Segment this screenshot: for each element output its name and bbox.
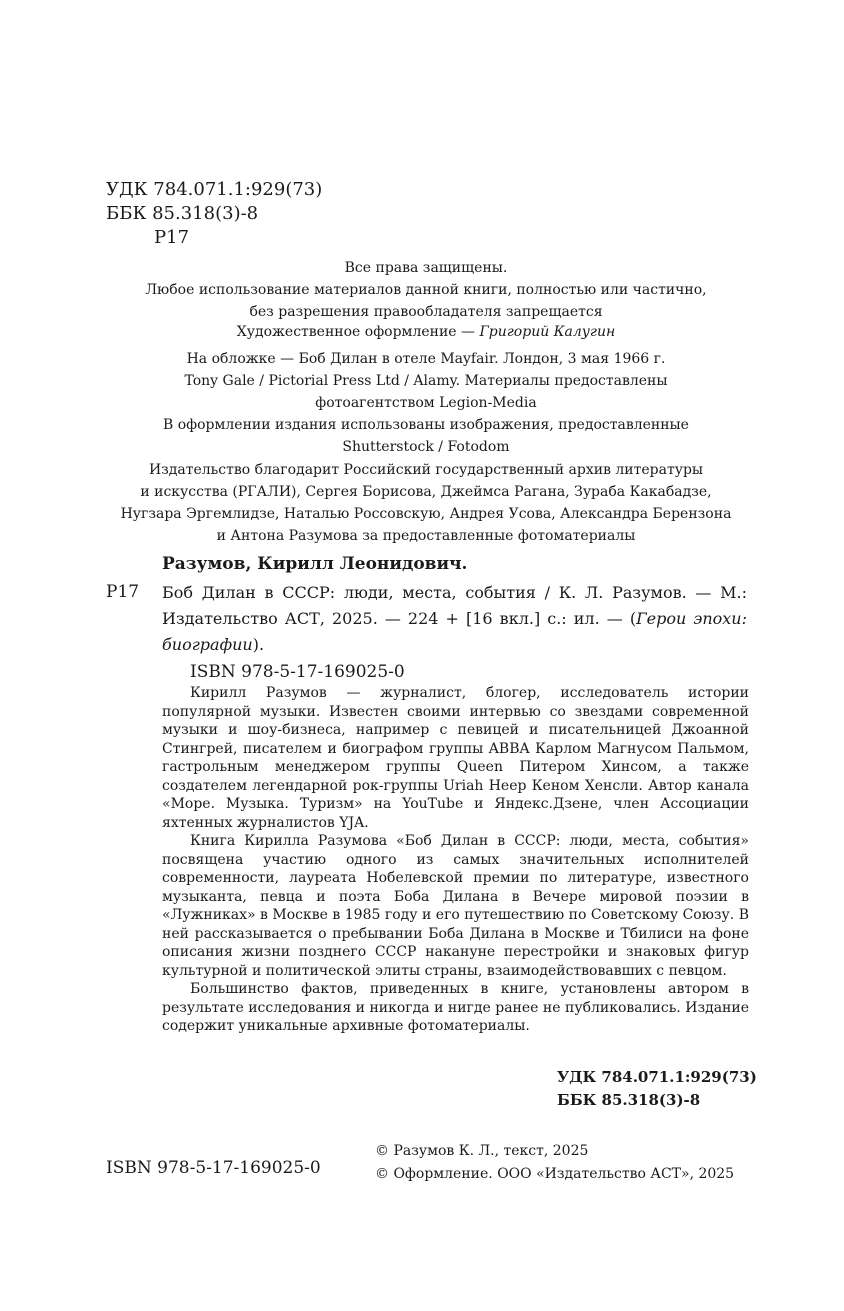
isbn-record: ISBN 978-5-17-169025-0	[190, 662, 405, 682]
cover-line: На обложке — Боб Дилан в отеле Mayfair. Лондон, 3 мая 1966 г.	[186, 351, 666, 367]
design-artist: Григорий Калугин	[479, 324, 616, 340]
design-credit	[106, 321, 746, 343]
classification-codes	[106, 178, 322, 250]
rights-line: Любое использование материалов данной книги, полностью или частично,	[145, 282, 707, 298]
udk-code: УДК 784.071.1:929(73)	[106, 179, 323, 200]
copyright-design: © Оформление. ООО «Издательство АСТ», 2025	[375, 1166, 735, 1182]
thanks-line: Нугзара Эргемлидзе, Наталью Россовскую, Андрея Усова, Александра Берензона	[120, 506, 732, 522]
cover-credit	[106, 348, 746, 414]
copyright-text: © Разумов К. Л., текст, 2025	[375, 1143, 589, 1159]
footer-codes	[557, 1066, 757, 1112]
thanks-block	[106, 459, 746, 547]
cover-line: фотоагентством Legion-Media	[315, 395, 537, 411]
author-mark: Р17	[154, 227, 190, 248]
rights-notice	[106, 257, 746, 323]
footer-bbk: ББК 85.318(3)-8	[557, 1091, 701, 1109]
images-credit	[106, 414, 746, 458]
author-mark-side: Р17	[106, 582, 140, 602]
bibliographic-description	[162, 580, 747, 658]
thanks-line: Издательство благодарит Российский государственный архив литературы	[148, 462, 704, 478]
annotation-paragraph: Большинство фактов, приведенных в книге, установлены автором в результате исследования и никогда и нигде ранее не публиковались. Издание содержит уникальные архивные фотоматериалы.	[162, 981, 749, 1034]
thanks-line: и искусства (РГАЛИ), Сергея Борисова, Джеймса Рагана, Зураба Какабадзе,	[140, 484, 712, 500]
footer-udk: УДК 784.071.1:929(73)	[557, 1068, 757, 1086]
thanks-line: и Антона Разумова за предоставленные фотоматериалы	[216, 528, 636, 544]
images-line: Shutterstock / Fotodom	[342, 439, 510, 455]
design-label: Художественное оформление —	[236, 324, 480, 340]
book-author: Разумов, Кирилл Леонидович.	[162, 554, 468, 574]
bib-closing: ).	[252, 635, 265, 654]
images-line: В оформлении издания использованы изображения, предоставленные	[163, 417, 689, 433]
rights-line: без разрешения правообладателя запрещается	[249, 304, 603, 320]
cover-line: Tony Gale / Pictorial Press Ltd / Alamy. Материалы предоставлены	[184, 373, 668, 389]
footer-isbn: ISBN 978-5-17-169025-0	[106, 1158, 321, 1178]
copyright-notice	[375, 1140, 734, 1186]
rights-line: Все права защищены.	[344, 260, 508, 276]
annotation-paragraph: Книга Кирилла Разумова «Боб Дилан в СССР: люди, места, события» посвящена участию одного из самых значительных исполнителей современности, лауреата Нобелевской премии по литературе, известного музыканта, певца и поэта Боба Дилана в Вечере мировой поэзии в «Лужниках» в Москве в 1985 году и его путешествию по Советскому Союзу. В ней рассказывается о пребывании Боба Дилана в Москве и Тбилиси на фоне описания жизни позднего СССР накануне перестройки и знаковых фигур культурной и политической элиты страны, взаимодействовавших с певцом.	[162, 833, 749, 979]
series-title: Герои эпохи: биографии	[162, 609, 747, 654]
annotation-paragraph: Кирилл Разумов — журналист, блогер, исследователь истории популярной музыки. Известен своими интервью со звездами современной музыки и шоу-бизнеса, например с певицей и писательницей Джоанной Стингрей, писателем и биографом группы ABBA Карлом Магнусом Пальмом, гастрольным менеджером группы Queen Питером Хинсом, а также создателем легендарной рок-группы Uriah Heep Кеном Хенсли. Автор канала «Море. Музыка. Туризм» на YouTube и Яндекс.Дзене, член Ассоциации яхтенных журналистов YJA.	[162, 685, 749, 831]
annotation	[162, 684, 749, 1036]
bib-text: Боб Дилан в СССР: люди, места, события / К. Л. Разумов. — М.: Издательство АСТ, 2025. — 224 + [16 вкл.] с.: ил. — (	[162, 583, 747, 628]
bbk-code: ББК 85.318(3)-8	[106, 203, 259, 224]
